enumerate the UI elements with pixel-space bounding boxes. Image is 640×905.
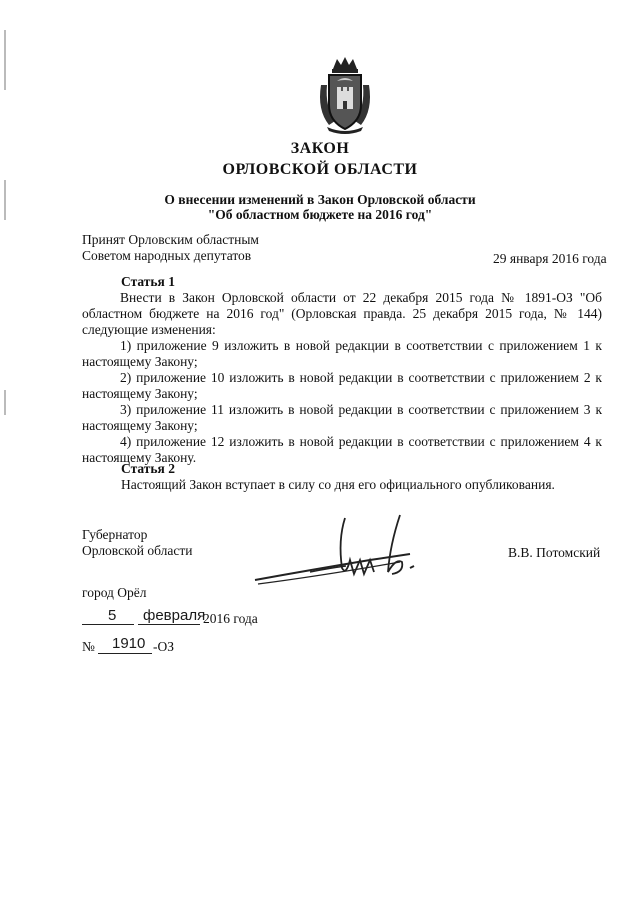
scan-artifact: [4, 390, 6, 415]
document-type-title: ЗАКОН: [290, 140, 350, 157]
signing-month: февраля: [143, 607, 206, 624]
scan-artifact: [4, 30, 6, 90]
signing-day: 5: [108, 607, 117, 624]
article-1-body: [82, 290, 602, 466]
article-1-item: 4) приложение 12 изложить в новой редакции в соответствии с приложением 4 к настоящему Закону.: [82, 434, 602, 465]
signing-year: 2016 года: [203, 611, 258, 626]
law-subject-line-2: "Об областном бюджете на 2016 год": [207, 207, 433, 222]
signatory-title-line-2: Орловской области: [82, 543, 193, 558]
adoption-date: 29 января 2016 года: [493, 251, 607, 266]
law-number-suffix: -ОЗ: [153, 639, 175, 654]
adoption-line-1: Принят Орловским областным: [82, 232, 259, 247]
adoption-line-2: Советом народных депутатов: [82, 248, 252, 263]
handwritten-signature: [250, 510, 425, 600]
article-1-item: 2) приложение 10 изложить в новой редакции в соответствии с приложением 2 к настоящему Закону;: [82, 370, 602, 401]
region-title: ОРЛОВСКОЙ ОБЛАСТИ: [222, 161, 418, 178]
article-1-intro: Внести в Закон Орловской области от 22 декабря 2015 года № 1891-ОЗ "Об областном бюджете на 2016 год" (Орловская правда. 25 декабря 2015 года, № 144) следующие изменения:: [82, 290, 602, 337]
signatory-name: В.В. Потомский: [508, 545, 601, 560]
law-number-value: 1910: [112, 635, 146, 652]
law-subject-line-1: О внесении изменений в Закон Орловской области: [164, 192, 476, 207]
number-underline: [98, 653, 152, 654]
article-2-heading: Статья 2: [121, 461, 175, 476]
signatory-title-line-1: Губернатор: [82, 527, 148, 542]
month-underline: [138, 624, 200, 625]
article-1-item: 3) приложение 11 изложить в новой редакции в соответствии с приложением 3 к настоящему Закону;: [82, 402, 602, 433]
article-1-heading: Статья 1: [121, 274, 175, 289]
article-1-item: 1) приложение 9 изложить в новой редакции в соответствии с приложением 1 к настоящему Закону;: [82, 338, 602, 369]
place-of-signing: город Орёл: [82, 585, 147, 600]
coat-of-arms-emblem: [315, 55, 375, 135]
article-2-text: Настоящий Закон вступает в силу со дня его официального опубликования.: [121, 477, 555, 492]
day-underline: [82, 624, 134, 625]
law-number-prefix: №: [82, 639, 95, 654]
